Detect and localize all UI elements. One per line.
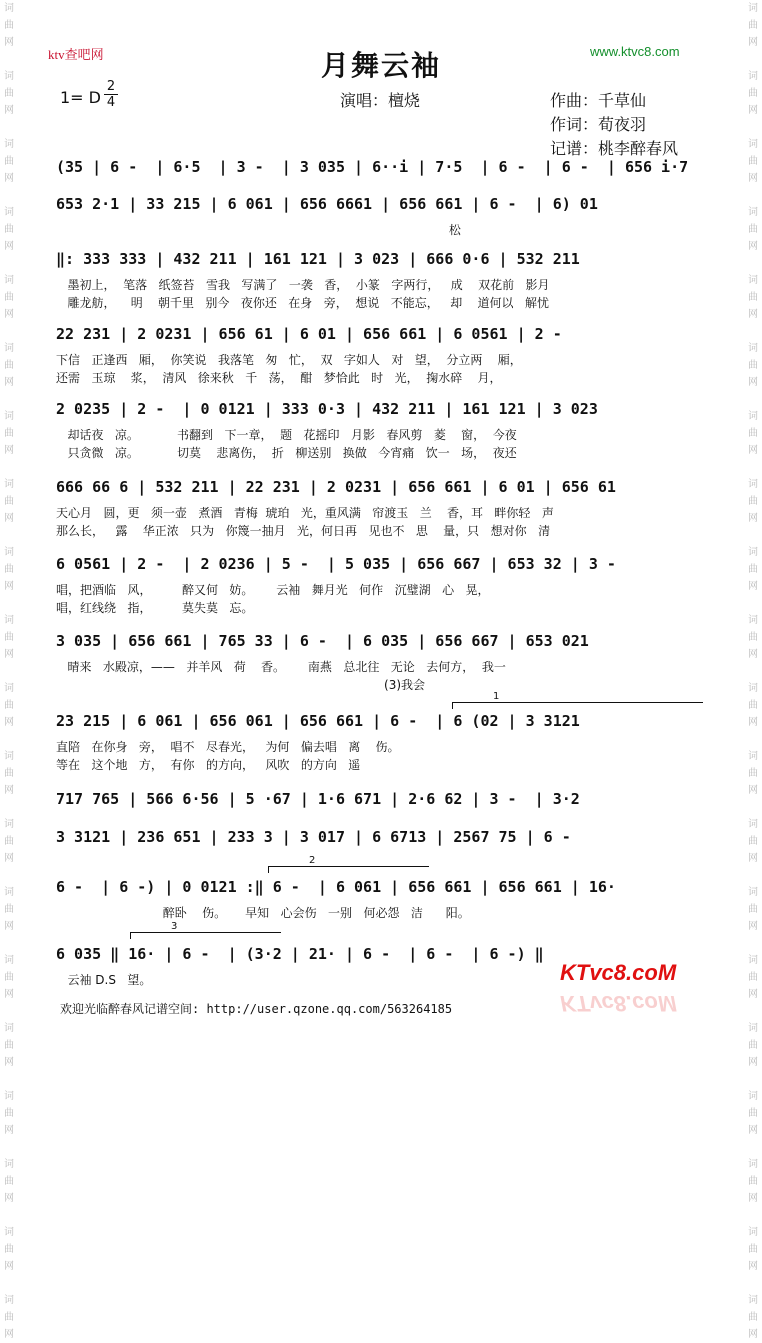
score-notes: (35 | 6 - | 6·5 | 3 - | 3 035 | 6··i | 7·5 | 6 - | 6 - | 656 i·7 xyxy=(56,158,689,176)
lyric-line-2: 那么长， 露 华正浓 只为 你篾一抽月 光，何日再 见也不 思 量，只 想对你 清 xyxy=(56,524,551,538)
score-notes: 2 0235 | 2 - | 0 0121 | 333 0·3 | 432 211 | 161 121 | 3 023 xyxy=(56,400,598,418)
time-denominator: 4 xyxy=(106,95,116,110)
score-notes: 666 66 6 | 532 211 | 22 231 | 2 0231 | 656 661 | 6 01 | 656 61 xyxy=(56,478,616,496)
score-notes: 22 231 | 2 0231 | 656 61 | 6 01 | 656 661 | 6 0561 | 2 - xyxy=(56,325,562,343)
lyric-line-2: 唱，红线绕 指， 莫失莫 忘。 xyxy=(56,601,254,615)
lyric-line-1: 唱，把酒临 风， 醉又何 妨。 云袖 舞月光 何作 沉璧湖 心 晃， xyxy=(56,583,490,597)
site-logo[interactable]: KTvc8.coM xyxy=(560,960,677,985)
lyric-line-2: 雕龙舫， 明 朝千里 别今 夜你还 在身 旁， 想说 不能忘， 却 道何以 解忧 xyxy=(56,296,549,310)
singer-credit: 演唱：檀烧 xyxy=(340,91,421,110)
volta-first-label: 1 xyxy=(493,691,500,702)
side-watermark-right: 词 曲 网 词 曲 网 词 曲 网 词 曲 网 词 曲 网 词 曲 网 词 曲 网 词 曲 网 词 曲 网 词 曲 网 词 曲 网 词 曲 网 词 曲 网 词 曲 网 词 曲 网 词 曲 网 词 曲 网 词 曲 网 词 曲 网 词 曲 网 xyxy=(748,3,758,1340)
volta-first xyxy=(452,691,703,709)
volta-second xyxy=(268,855,429,873)
score-notes: 3 035 | 656 661 | 765 33 | 6 - | 6 035 | 656 667 | 653 021 xyxy=(56,632,589,650)
lyric-line-2: 只贪微 凉。 切莫 悲离伤， 折 柳送别 换做 今宵痛 饮一 场， 夜还 xyxy=(56,446,517,460)
lyric-line-1: 晴来 水殿凉，—— 并羊风 荷 香。 南燕 总北往 无论 去何方， 我一 xyxy=(56,660,506,674)
lyric-line-1: 天心月 圆，更 须一壶 煮酒 青梅 琥珀 光，重风满 帘渡玉 兰 香，耳 畔你轻 声 xyxy=(56,506,554,520)
lyric-line-2: (3)我会 xyxy=(56,678,426,692)
lyric-line-1: 醉卧 伤。 早知 心会伤 一别 何必怨 洁 阳。 xyxy=(56,906,470,920)
volta-second-label: 2 xyxy=(309,855,316,866)
lyric-line-1: 云袖 D.S 望。 xyxy=(56,973,152,987)
score-notes: 6 035 ‖ 16· | 6 - | (3·2 | 21· | 6 - | 6 - | 6 -) ‖ xyxy=(56,945,544,963)
lyric-line-1: 却话夜 凉。 书翻到 下一章， 题 花摇印 月影 春风剪 菱 窗， 今夜 xyxy=(56,428,517,442)
volta-third-label: 3 xyxy=(171,921,178,932)
score-notes: 3 3121 | 236 651 | 233 3 | 3 017 | 6 6713 | 2567 75 | 6 - xyxy=(56,828,571,846)
side-watermark-left: 词 曲 网 词 曲 网 词 曲 网 词 曲 网 词 曲 网 词 曲 网 词 曲 网 词 曲 网 词 曲 网 词 曲 网 词 曲 网 词 曲 网 词 曲 网 词 曲 网 词 曲 网 词 曲 网 词 曲 网 词 曲 网 词 曲 网 词 曲 网 xyxy=(4,3,14,1340)
lyricist-credit: 作词：荀夜羽 xyxy=(550,115,647,134)
lyric-line-1: 直陪 在你身 旁， 唱不 尽春光， 为何 偏去唱 离 伤。 xyxy=(56,740,400,754)
brand-left[interactable]: ktv查吧网 xyxy=(48,47,104,62)
composer-credit: 作曲：千草仙 xyxy=(550,91,647,110)
brand-right-link[interactable]: www.ktvc8.com xyxy=(590,44,680,59)
key-signature: 1= D xyxy=(60,88,101,107)
transcriber-credit: 记谱：桃李醉春风 xyxy=(550,139,679,158)
score-notes: 6 0561 | 2 - | 2 0236 | 5 - | 5 035 | 656 667 | 653 32 | 3 - xyxy=(56,555,616,573)
lyric-line-2: 还需 玉琼 浆， 清风 徐来秋 千 荡， 酣 梦恰此 时 光， 掬水碎 月， xyxy=(56,371,502,385)
score-notes: 717 765 | 566 6·56 | 5 ·67 | 1·6 671 | 2·6 62 | 3 - | 3·2 xyxy=(56,790,580,808)
score-notes: 653 2·1 | 33 215 | 6 061 | 656 6661 | 656 661 | 6 - | 6) 01 xyxy=(56,195,598,213)
lyric-line-1: 松 xyxy=(56,223,461,237)
site-logo-reflection: KTvc8.coM xyxy=(560,991,677,1016)
time-numerator: 2 xyxy=(106,79,116,94)
score-notes: ‖: 333 333 | 432 211 | 161 121 | 3 023 | 666 0·6 | 532 211 xyxy=(56,250,580,268)
volta-third xyxy=(130,921,281,939)
lyric-line-1: 墨初上， 笔落 纸签苔 雪我 写满了 一袭 香， 小篆 字两行， 成 双花前 影月 xyxy=(56,278,550,292)
lyric-line-2: 等在 这个地 方， 有你 的方向， 风吹 的方向 遥 xyxy=(56,758,361,772)
lyric-line-1: 下信 正逢西 厢， 你笑说 我落笔 匆 忙， 双 字如人 对 望， 分立两 厢， xyxy=(56,353,522,367)
footer-text: 欢迎光临醉春风记谱空间: http://user.qzone.qq.com/563264185 xyxy=(60,1002,453,1016)
page-title: 月舞云袖 xyxy=(320,49,441,82)
time-signature xyxy=(104,80,118,109)
score-notes: 23 215 | 6 061 | 656 061 | 656 661 | 6 - | 6 (02 | 3 3121 xyxy=(56,712,580,730)
score-notes: 6 - | 6 -) | 0 0121 :‖ 6 - | 6 061 | 656 661 | 656 661 | 16· xyxy=(56,878,616,896)
